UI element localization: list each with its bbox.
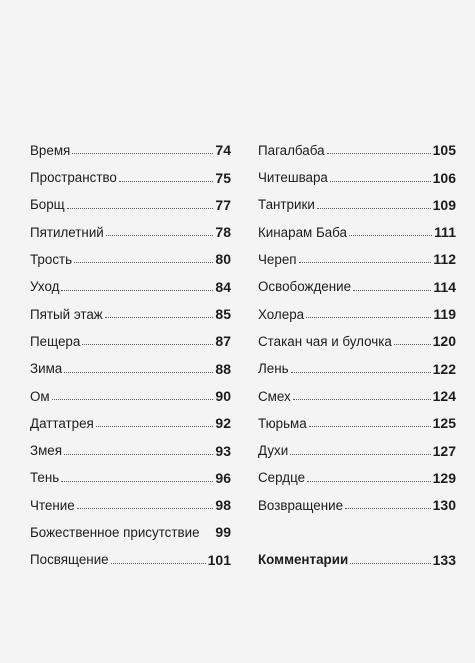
toc-entry bbox=[30, 294, 231, 321]
toc-entry-page: 80 bbox=[215, 251, 231, 268]
toc-entry bbox=[30, 348, 231, 375]
dot-leader bbox=[96, 425, 214, 427]
toc-entry-title: Пагалбаба bbox=[258, 142, 325, 158]
toc-entry-title: Тень bbox=[30, 470, 60, 486]
dot-leader bbox=[119, 180, 214, 182]
dot-leader bbox=[349, 234, 432, 236]
toc-entry-page: 106 bbox=[432, 169, 456, 186]
toc-entry bbox=[30, 239, 231, 266]
toc-entry-page: 130 bbox=[432, 497, 456, 514]
toc-entry-page: 105 bbox=[432, 142, 456, 159]
toc-entry-page: 125 bbox=[432, 415, 456, 432]
toc-entry-page: 99 bbox=[215, 524, 231, 541]
dot-leader bbox=[307, 480, 431, 482]
toc-entry-page: 127 bbox=[432, 442, 456, 459]
toc-entry-title: Пятый этаж bbox=[30, 306, 103, 322]
toc-entry bbox=[30, 266, 231, 293]
dot-leader bbox=[293, 398, 431, 400]
dot-leader bbox=[202, 535, 214, 536]
dot-leader bbox=[105, 316, 214, 318]
toc-entry bbox=[258, 157, 456, 184]
toc-entry bbox=[258, 266, 456, 293]
dot-leader bbox=[306, 316, 431, 318]
toc-entry-page: 133 bbox=[432, 551, 456, 568]
toc-entry-page: 90 bbox=[215, 387, 231, 404]
toc-entry bbox=[258, 321, 456, 348]
toc-entry bbox=[30, 512, 231, 539]
toc-entry bbox=[258, 239, 456, 266]
toc-entry bbox=[30, 376, 231, 403]
toc-entry bbox=[30, 130, 231, 157]
dot-leader bbox=[353, 289, 431, 291]
toc-entry-page: 114 bbox=[433, 278, 456, 295]
toc-entry-page: 85 bbox=[215, 306, 231, 323]
toc-entry-page: 93 bbox=[215, 442, 231, 459]
toc-entry-title: Пространство bbox=[30, 170, 117, 186]
toc-entry bbox=[258, 185, 456, 212]
toc-entry bbox=[258, 348, 456, 375]
toc-entry bbox=[30, 485, 231, 512]
dot-leader bbox=[327, 152, 431, 154]
toc-entry bbox=[30, 321, 231, 348]
toc-entry-page: 96 bbox=[215, 469, 231, 486]
toc-entry bbox=[258, 294, 456, 321]
toc-entry-title: Тюрьма bbox=[258, 415, 307, 431]
toc-entry-page: 101 bbox=[207, 551, 231, 568]
toc-entry-page: 109 bbox=[432, 196, 456, 213]
dot-leader bbox=[64, 453, 213, 455]
toc-entry-title: Лень bbox=[258, 361, 289, 377]
dot-leader bbox=[82, 343, 213, 345]
dot-leader bbox=[309, 425, 431, 427]
dot-leader bbox=[291, 371, 431, 373]
dot-leader bbox=[330, 180, 431, 182]
toc-entry-page: 84 bbox=[215, 278, 231, 295]
show-through-text bbox=[310, 66, 460, 80]
dot-leader bbox=[290, 453, 430, 455]
toc-entry bbox=[30, 403, 231, 430]
toc-entry-title: Тантрики bbox=[258, 197, 315, 213]
toc-left-column bbox=[30, 130, 231, 567]
toc-entry-page: 92 bbox=[215, 415, 231, 432]
toc-entry-title: Посвящение bbox=[30, 552, 109, 568]
toc-entry-title: Даттатрея bbox=[30, 415, 94, 431]
toc-entry-title: Божественное присутствие bbox=[30, 525, 200, 541]
toc-entry-title: Череп bbox=[258, 252, 297, 268]
toc-entry-title: Ом bbox=[30, 388, 50, 404]
dot-leader bbox=[61, 480, 213, 482]
toc-entry-page: 88 bbox=[215, 360, 231, 377]
toc-entry-page: 87 bbox=[215, 333, 231, 350]
toc-entry-page: 75 bbox=[215, 169, 231, 186]
toc-entry bbox=[30, 185, 231, 212]
toc-entry-title: Змея bbox=[30, 443, 62, 459]
toc-entry-title: Уход bbox=[30, 279, 60, 295]
toc-entry-page: 74 bbox=[215, 142, 231, 159]
toc-entry-page: 98 bbox=[215, 497, 231, 514]
dot-leader bbox=[345, 507, 431, 509]
dot-leader bbox=[74, 261, 213, 263]
toc-entry bbox=[30, 539, 231, 566]
toc-entry-title: Читешвара bbox=[258, 170, 328, 186]
toc-entry bbox=[258, 485, 456, 512]
dot-leader bbox=[394, 343, 431, 345]
toc-entry-title: Комментарии bbox=[258, 552, 349, 568]
toc-entry-title: Возвращение bbox=[258, 497, 344, 513]
toc-entry-page: 111 bbox=[434, 224, 456, 241]
toc-entry-page: 119 bbox=[433, 306, 456, 323]
dot-leader bbox=[72, 152, 213, 154]
toc-entry-page: 77 bbox=[215, 196, 231, 213]
toc-entry bbox=[258, 376, 456, 403]
dot-leader bbox=[299, 261, 432, 263]
toc-entry-page: 120 bbox=[432, 333, 456, 350]
toc-right-column bbox=[258, 130, 456, 567]
toc-entry bbox=[258, 212, 456, 239]
dot-leader bbox=[77, 507, 214, 509]
toc-entry-title: Время bbox=[30, 142, 71, 158]
toc-entry bbox=[30, 212, 231, 239]
toc-entry bbox=[258, 458, 456, 485]
dot-leader bbox=[64, 371, 213, 373]
toc-entry-title: Освобождение bbox=[258, 279, 352, 295]
toc-entry-title: Кинарам Баба bbox=[258, 224, 347, 240]
toc-entry-title: Смех bbox=[258, 388, 291, 404]
toc-entry bbox=[30, 157, 231, 184]
toc-entry bbox=[258, 403, 456, 430]
toc-entry-commentary bbox=[258, 539, 456, 566]
toc-entry-page: 124 bbox=[432, 387, 456, 404]
toc-entry-title: Стакан чая и булочка bbox=[258, 333, 392, 349]
toc-gap bbox=[258, 512, 456, 539]
toc-entry-page: 122 bbox=[432, 360, 456, 377]
dot-leader bbox=[52, 398, 214, 400]
dot-leader bbox=[67, 207, 214, 209]
dot-leader bbox=[106, 234, 214, 236]
toc-entry-title: Пятилетний bbox=[30, 224, 104, 240]
toc-entry-title: Борщ bbox=[30, 197, 65, 213]
toc-entry-page: 112 bbox=[433, 251, 456, 268]
toc-entry-title: Трость bbox=[30, 252, 73, 268]
toc-entry-title: Сердце bbox=[258, 470, 306, 486]
toc-entry-title: Духи bbox=[258, 443, 289, 459]
toc-entry bbox=[258, 130, 456, 157]
dot-leader bbox=[350, 562, 430, 564]
dot-leader bbox=[61, 289, 213, 291]
dot-leader bbox=[317, 207, 431, 209]
toc-entry-title: Чтение bbox=[30, 497, 75, 513]
toc-entry-title: Зима bbox=[30, 361, 63, 377]
toc-entry-page: 129 bbox=[432, 469, 456, 486]
toc-entry-page: 78 bbox=[215, 224, 231, 241]
toc-entry bbox=[30, 430, 231, 457]
toc-entry bbox=[258, 430, 456, 457]
toc-entry-title: Пещера bbox=[30, 333, 81, 349]
dot-leader bbox=[111, 562, 206, 564]
toc-entry-title: Холера bbox=[258, 306, 305, 322]
toc-entry bbox=[30, 458, 231, 485]
